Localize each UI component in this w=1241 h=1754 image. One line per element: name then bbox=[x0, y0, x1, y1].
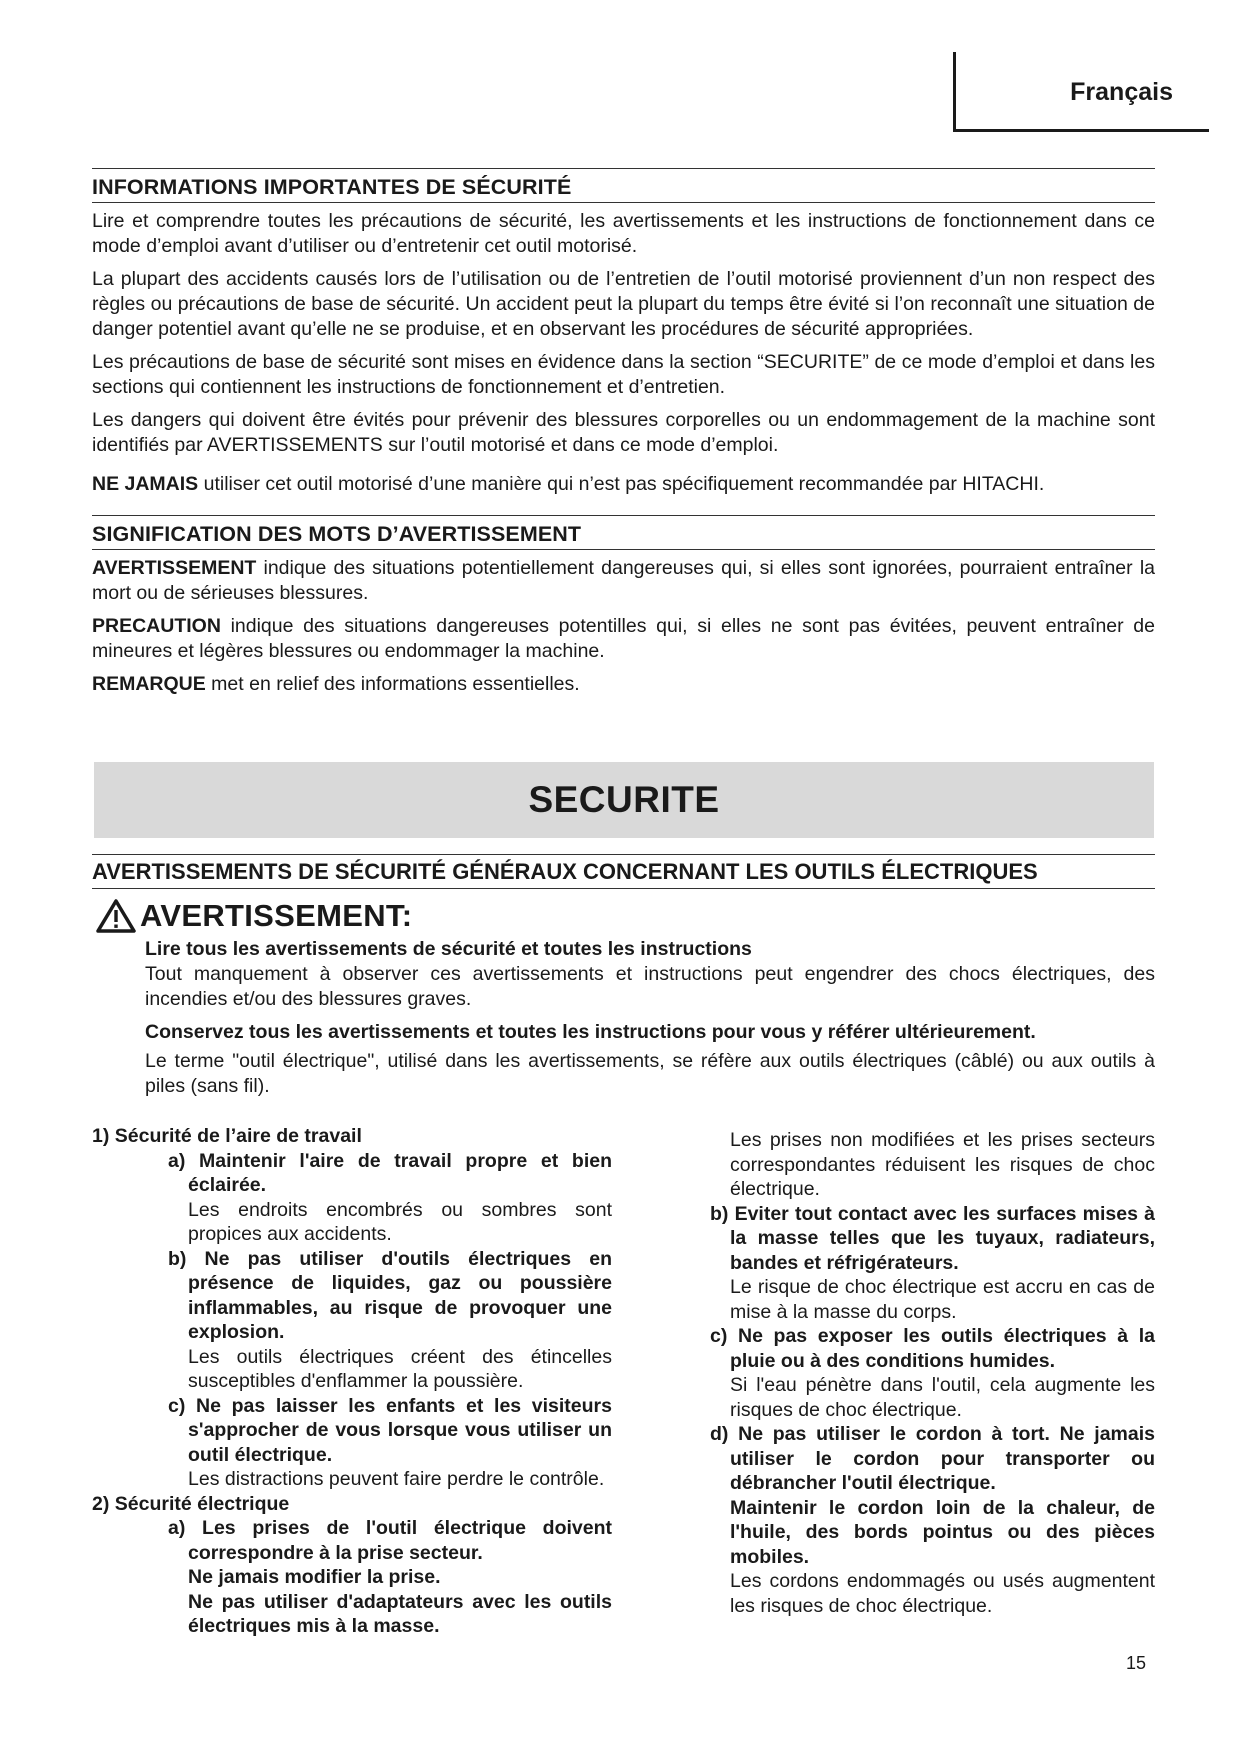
item-2a-bold-3: Ne pas utiliser d'adaptateurs avec les outils électriques mis à la masse. bbox=[188, 1590, 612, 1637]
item-1c: c) Ne pas laisser les enfants et les visiteurs s'approcher de vous lorsque vous utiliser un outil électrique. bbox=[168, 1394, 612, 1466]
caution-word: PRECAUTION bbox=[92, 615, 221, 637]
electrical-safety-title: 2) Sécurité électrique bbox=[92, 1492, 290, 1515]
page-number: 15 bbox=[1126, 1653, 1147, 1673]
item-2d: d) Ne pas utiliser le cordon à tort. Ne jamais utiliser le cordon pour transporter ou débrancher l'outil électrique. bbox=[710, 1423, 1155, 1494]
item-2b-text: Le risque de choc électrique est accru en cas de mise à la masse du corps. bbox=[730, 1276, 1155, 1323]
term-text: Le terme "outil électrique", utilisé dans les avertissements, se réfère aux outils électriques (câblé) ou aux outils à piles (sans fil). bbox=[145, 1050, 1155, 1097]
read-all-text: Tout manquement à observer ces avertissements et instructions peut engendrer des chocs électriques, des incendies et/ou des blessures graves. bbox=[145, 963, 1155, 1010]
item-1a-text: Les endroits encombrés ou sombres sont propices aux accidents. bbox=[188, 1198, 612, 1245]
important-info-body bbox=[92, 209, 1155, 497]
item-2c-text: Si l'eau pénètre dans l'outil, cela augmente les risques de choc électrique. bbox=[730, 1374, 1155, 1421]
item-2b: b) Eviter tout contact avec les surfaces mises à la masse telles que les tuyaux, radiateurs, bandes et réfrigérateurs. bbox=[710, 1202, 1155, 1274]
never-text: utiliser cet outil motorisé d’une manière qui n’est pas spécifiquement recommandée par HITACHI. bbox=[198, 473, 1045, 495]
item-1c-text: Les distractions peuvent faire perdre le contrôle. bbox=[188, 1468, 605, 1490]
language-label: Français bbox=[1070, 78, 1173, 106]
caution-text: indique des situations dangereuses potentilles qui, si elles ne sont pas évitées, peuvent entraîner de mineures et légères blessures ou endommager la machine. bbox=[92, 615, 1155, 662]
warning-body bbox=[145, 937, 1155, 1107]
paragraph: La plupart des accidents causés lors de l’utilisation ou de l’entretien de l’outil motorisé proviennent d’un non respect des règles ou précautions de base de sécurité. Un accident peut la plupart du temps être évité si l’on reconnaît une situation de danger potentiel avant qu’elle ne se produise, et en observant les procédures de sécurité appropriées. bbox=[92, 268, 1155, 340]
paragraph: Lire et comprendre toutes les précautions de sécurité, les avertissements et les instructions de fonctionnement dans ce mode d’emploi avant d’utiliser ou d’entretenir cet outil motorisé. bbox=[92, 210, 1155, 257]
item-2a: a) Les prises de l'outil électrique doivent correspondre à la prise secteur. bbox=[168, 1517, 612, 1564]
left-column bbox=[92, 1124, 612, 1639]
caution-definition bbox=[92, 614, 1155, 664]
item-1b-text: Les outils électriques créent des étincelles susceptibles d'enflammer la poussière. bbox=[188, 1345, 612, 1392]
warning-text: indique des situations potentiellement dangereuses qui, si elles sont ignorées, pourraient entraîner la mort ou de sérieuses blessures. bbox=[92, 557, 1155, 604]
signal-words-body bbox=[92, 556, 1155, 697]
important-info-heading: INFORMATIONS IMPORTANTES DE SÉCURITÉ bbox=[92, 168, 1155, 203]
item-2a-text: Les prises non modifiées et les prises secteurs correspondantes réduisent les risques de choc électrique. bbox=[730, 1129, 1155, 1200]
item-1a: a) Maintenir l'aire de travail propre et bien éclairée. bbox=[168, 1149, 612, 1196]
signal-words-heading: SIGNIFICATION DES MOTS D’AVERTISSEMENT bbox=[92, 515, 1155, 550]
note-definition bbox=[92, 672, 1155, 697]
paragraph: Les précautions de base de sécurité sont mises en évidence dans la section “SECURITE” de ce mode d’emploi et dans les sections qui contiennent les instructions de fonctionnement et d’entretien. bbox=[92, 351, 1155, 398]
item-2a-bold-2: Ne jamais modifier la prise. bbox=[188, 1566, 441, 1588]
item-2c: c) Ne pas exposer les outils électriques à la pluie ou à des conditions humides. bbox=[710, 1325, 1155, 1372]
note-text: met en relief des informations essentielles. bbox=[205, 673, 580, 695]
warning-header bbox=[96, 898, 412, 934]
item-1b: b) Ne pas utiliser d'outils électriques en présence de liquides, gaz ou poussière inflammables, au risque de provoquer une explosion. bbox=[168, 1247, 612, 1343]
securite-title: SECURITE bbox=[528, 779, 720, 820]
work-area-safety-title: 1) Sécurité de l’aire de travail bbox=[92, 1125, 362, 1147]
never-keyword: NE JAMAIS bbox=[92, 473, 199, 495]
item-2d-text: Les cordons endommagés ou usés augmentent les risques de choc électrique. bbox=[730, 1570, 1155, 1617]
read-all-instruction: Lire tous les avertissements de sécurité et toutes les instructions bbox=[145, 938, 752, 960]
intro-content bbox=[92, 168, 1155, 705]
paragraph: Les dangers qui doivent être évités pour prévenir des blessures corporelles ou un endommagement de la machine sont identifiés par AVERTISSEMENTS sur l’outil motorisé et dans ce mode d’emploi. bbox=[92, 409, 1155, 456]
note-word: REMARQUE bbox=[92, 673, 206, 695]
keep-instructions: Conservez tous les avertissements et toutes les instructions pour vous y référer ultérieurement. bbox=[145, 1021, 1036, 1043]
warning-definition bbox=[92, 556, 1155, 606]
warning-label: AVERTISSEMENT: bbox=[140, 898, 413, 933]
right-column bbox=[684, 1128, 1155, 1618]
never-paragraph bbox=[92, 472, 1155, 497]
general-warnings-heading: AVERTISSEMENTS DE SÉCURITÉ GÉNÉRAUX CONCERNANT LES OUTILS ÉLECTRIQUES bbox=[92, 854, 1155, 889]
securite-banner bbox=[94, 762, 1154, 838]
warning-triangle-icon bbox=[96, 898, 136, 934]
warning-word: AVERTISSEMENT bbox=[92, 557, 257, 579]
language-tab bbox=[953, 52, 1209, 132]
item-2d-bold-2: Maintenir le cordon loin de la chaleur, de l'huile, des bords pointus ou des pièces mobiles. bbox=[730, 1496, 1155, 1568]
